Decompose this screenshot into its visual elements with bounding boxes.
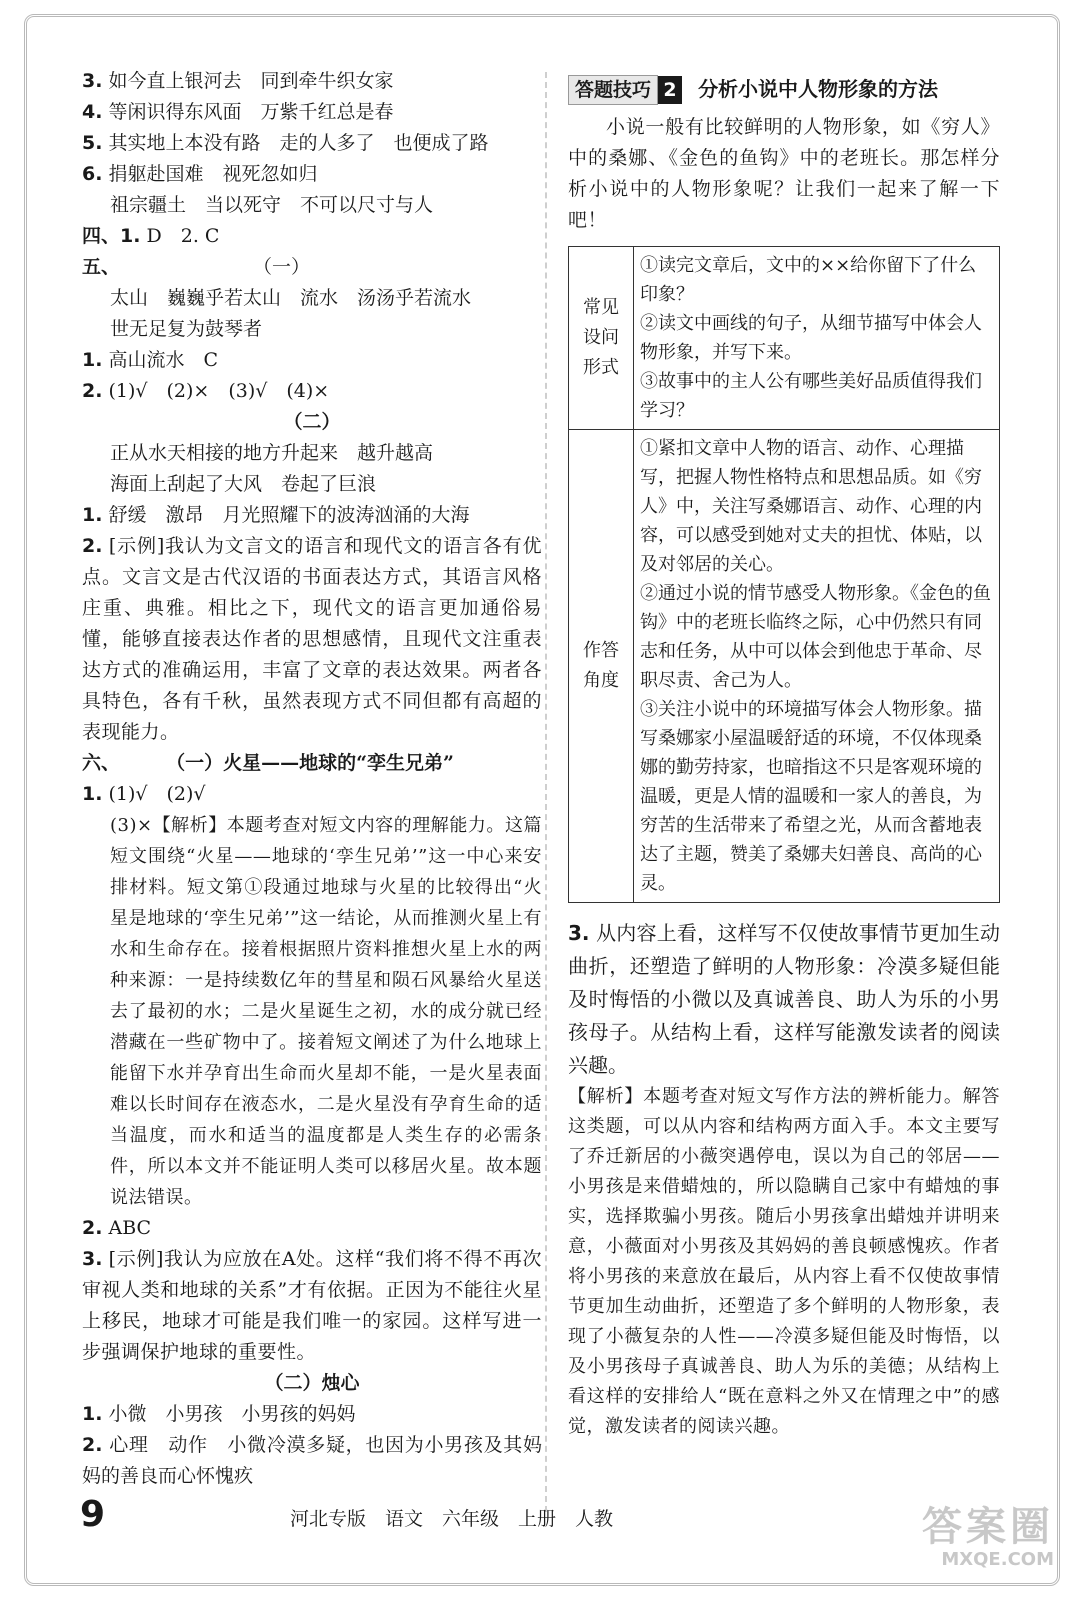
- answer-number: 1.: [82, 504, 103, 526]
- answer-text: (1)√ (2)× (3)√ (4)×: [102, 380, 330, 402]
- tips-item: ①读完文章后，文中的××给你留下了什么印象？: [640, 255, 977, 305]
- tips-row-questions: [569, 247, 1000, 430]
- section-six-heading: [82, 748, 542, 779]
- answer-line: [82, 469, 542, 500]
- answer-number: 2.: [82, 1434, 103, 1456]
- tips-item: ③故事中的主人公有哪些美好品质值得我们学习？: [640, 371, 982, 421]
- answer-text: 等闲识得东风面 万紫千红总是春: [102, 101, 394, 123]
- answer-line: [82, 190, 542, 221]
- answer-number: 6.: [82, 163, 103, 185]
- analysis-text: (3)×【解析】本题考查对短文内容的理解能力。这篇短文围绕“火星——地球的‘孪生兄弟’”这一中心来安排材料。短文第①段通过地球与火星的比较得出“火星是地球的‘孪生兄弟’”这一结论，从而推测火星上有水和生命存在。接着根据照片资料推想火星上水的两种来源：一是持续数亿年的彗星和陨石风暴给火星送去了最初的水；二是火星诞生之初，水的成分就已经潜藏在一些矿物中了。接着短文阐述了为什么地球上能留下水并孕育出生命而火星却不能，一是火星表面难以长时间存在液态水，二是火星没有孕育生命的适当温度，而水和适当的温度都是人类生存的必需条件，所以本文并不能证明人类可以移居火星。故本题说法错误。: [110, 815, 542, 1208]
- answer-zhuxin-3: [568, 917, 1000, 1082]
- answer-text: 海面上刮起了大风 卷起了巨浪: [110, 473, 377, 495]
- answer-six-1: [82, 779, 542, 810]
- answer-text: 太山 巍巍乎若太山 流水 汤汤乎若流水: [110, 287, 472, 309]
- tips-row-header: 作答角度: [569, 430, 634, 903]
- answer-number: 3.: [82, 70, 103, 92]
- watermark-url: MXQE.COM: [941, 1549, 1054, 1570]
- answer-number: 2.: [82, 380, 103, 402]
- tips-item: ③关注小说中的环境描写体会人物形象。描写桑娜家小屋温暖舒适的环境，不仅体现桑娜的勤劳持家，也暗指这不只是客观环境的温暖，更是人情的温暖和一家人的善良，为穷苦的生活带来了希望之光，从而含蓄地表达了主题，赞美了桑娜夫妇善良、高尚的心灵。: [640, 699, 982, 894]
- answer-six-2: [82, 1213, 542, 1244]
- right-column: [568, 74, 1000, 1442]
- tips-table: [568, 246, 1000, 903]
- answer-number: 4.: [82, 101, 103, 123]
- answer-text: 从内容上看，这样写不仅使故事情节更加生动曲折，还塑造了鲜明的人物形象：冷漠多疑但能及时悔悟的小微以及真诚善良、助人为乐的小男孩母子。从结构上看，这样写能激发读者的阅读兴趣。: [568, 921, 1000, 1077]
- answer-text: 捐躯赴国难 视死忽如归: [102, 163, 318, 185]
- answer-number: 3.: [82, 1248, 103, 1270]
- skill-tag-number: 2: [658, 76, 682, 104]
- answer-text: [示例]我认为应放在A处。这样“我们将不得不再次审视人类和地球的关系”才有依据。正因为不能往火星上移民，地球才可能是我们唯一的家园。这样写进一步强调保护地球的重要性。: [82, 1248, 543, 1363]
- answer-line: [82, 66, 542, 97]
- answer-line: [82, 252, 542, 283]
- answer-number: 五、: [82, 256, 111, 278]
- answer-text: 舒缓 激昂 月光照耀下的波涛汹涌的大海: [102, 504, 470, 526]
- page-footer: [80, 1494, 980, 1540]
- tips-row-content: [634, 430, 1000, 903]
- answer-line: [82, 345, 542, 376]
- skill-tag: 答题技巧: [568, 75, 658, 105]
- answer-six-3: [82, 1244, 542, 1368]
- answer-zhuxin-1: [82, 1399, 542, 1430]
- answer-2-block: [82, 531, 542, 748]
- skill-intro: 小说一般有比较鲜明的人物形象，如《穷人》中的桑娜、《金色的鱼钩》中的老班长。那怎样分析小说中的人物形象呢？让我们一起来了解一下吧！: [568, 116, 1000, 231]
- answer-number: 1.: [82, 783, 103, 805]
- answer-number: 1.: [82, 1403, 103, 1425]
- watermark-text: 答案圈: [922, 1504, 1054, 1550]
- answer-text: 如今直上银河去 同到牵牛织女家: [102, 70, 394, 92]
- analysis-text: 【解析】本题考查对短文写作方法的辨析能力。解答这类题，可以从内容和结构两方面入手。本文主要写了乔迁新居的小薇突遇停电，误以为自己的邻居——小男孩是来借蜡烛的，所以隐瞒自己家中有蜡烛的事实，选择欺骗小男孩。随后小男孩拿出蜡烛并讲明来意，小薇面对小男孩及其妈妈的善良顿感愧疚。作者将小男孩的来意放在最后，从内容上看不仅使故事情节更加生动曲折，还塑造了多个鲜明的人物形象，表现了小薇复杂的人性——冷漠多疑但能及时悔悟，以及小男孩母子真诚善良、助人为乐的美德；从结构上看这样的安排给人“既在意料之外又在情理之中”的感觉，激发读者的阅读兴趣。: [568, 1086, 1000, 1437]
- page-number: 9: [80, 1494, 106, 1535]
- answer-number: 2.: [82, 535, 103, 557]
- answer-line: [82, 128, 542, 159]
- watermark-logo: [922, 1505, 1054, 1570]
- answer-text: （二）: [283, 411, 341, 433]
- answer-text: 小微 小男孩 小男孩的妈妈: [108, 1403, 356, 1425]
- section-title: （一）火星——地球的“孪生兄弟”: [166, 752, 454, 774]
- answer-number: 四、1.: [82, 225, 141, 247]
- tips-item: ②通过小说的情节感受人物形象。《金色的鱼钩》中的老班长临终之际，心中仍然只有同志和任务，从中可以体会到他忠于革命、尽职尽责、舍己为人。: [640, 583, 991, 691]
- answer-line: [82, 221, 542, 252]
- answer-text: 其实地上本没有路 走的人多了 也便成了路: [102, 132, 489, 154]
- answer-number: 2.: [82, 1217, 103, 1239]
- book-info: 河北专版 语文 六年级 上册 人教: [290, 1508, 614, 1530]
- answer-line: [82, 314, 542, 345]
- answer-2-text: [示例]我认为文言文的语言和现代文的语言各有优点。文言文是古代汉语的书面表达方式，其语言风格庄重、典雅。相比之下，现代文的语言更加通俗易懂，能够直接表达作者的思想感情，且现代文注重表达方式的准确运用，丰富了文章的表达效果。两者各具特色，各有千秋，虽然表现方式不同但都有高超的表现能力。: [82, 535, 543, 743]
- answer-text: 正从水天相接的地方升起来 越升越高: [110, 442, 434, 464]
- skill-heading: [568, 74, 1000, 106]
- answer-lines: [82, 66, 542, 531]
- tips-row-header: 常见设问形式: [569, 247, 634, 430]
- answer-line: [82, 407, 542, 438]
- answer-text: 高山流水 C: [102, 349, 219, 371]
- answer-line: [82, 283, 542, 314]
- tips-row-angles: [569, 430, 1000, 903]
- answer-number: 3.: [568, 921, 590, 945]
- answer-number: 5.: [82, 132, 103, 154]
- left-column: [82, 66, 542, 1492]
- answer-text: D 2. C: [140, 225, 220, 247]
- answer-text: ABC: [108, 1217, 152, 1239]
- answer-line: [82, 438, 542, 469]
- answer-number: 1.: [82, 349, 103, 371]
- subsection-title: （二）烛心: [264, 1372, 360, 1394]
- tips-row-content: [634, 247, 1000, 430]
- tips-item: ①紧扣文章中人物的语言、动作、心理描写，把握人物性格特点和思想品质。如《穷人》中，关注写桑娜语言、动作、心理的内容，可以感受到她对丈夫的担忧、体贴，以及对邻居的关心。: [640, 438, 982, 575]
- answer-zhuxin-2: [82, 1430, 542, 1492]
- answer-line: [82, 97, 542, 128]
- skill-title: 分析小说中人物形象的方法: [698, 77, 939, 101]
- tips-item: ②读文中画线的句子，从细节描写中体会人物形象，并写下来。: [640, 313, 982, 363]
- answer-line: [82, 159, 542, 190]
- answer-text: 祖宗疆土 当以死守 不可以尺寸与人: [110, 194, 434, 216]
- answer-text: 世无足复为鼓琴者: [110, 318, 263, 340]
- answer-text: 心理 动作 小微冷漠多疑，也因为小男孩及其妈妈的善良而心怀愧疚: [82, 1434, 542, 1487]
- answer-line: [82, 500, 542, 531]
- answer-text: （一）: [110, 256, 311, 278]
- answer-line: [82, 376, 542, 407]
- section-label: 六、: [82, 752, 121, 774]
- column-divider: [545, 72, 547, 1512]
- answer-text: (1)√ (2)√: [108, 783, 206, 805]
